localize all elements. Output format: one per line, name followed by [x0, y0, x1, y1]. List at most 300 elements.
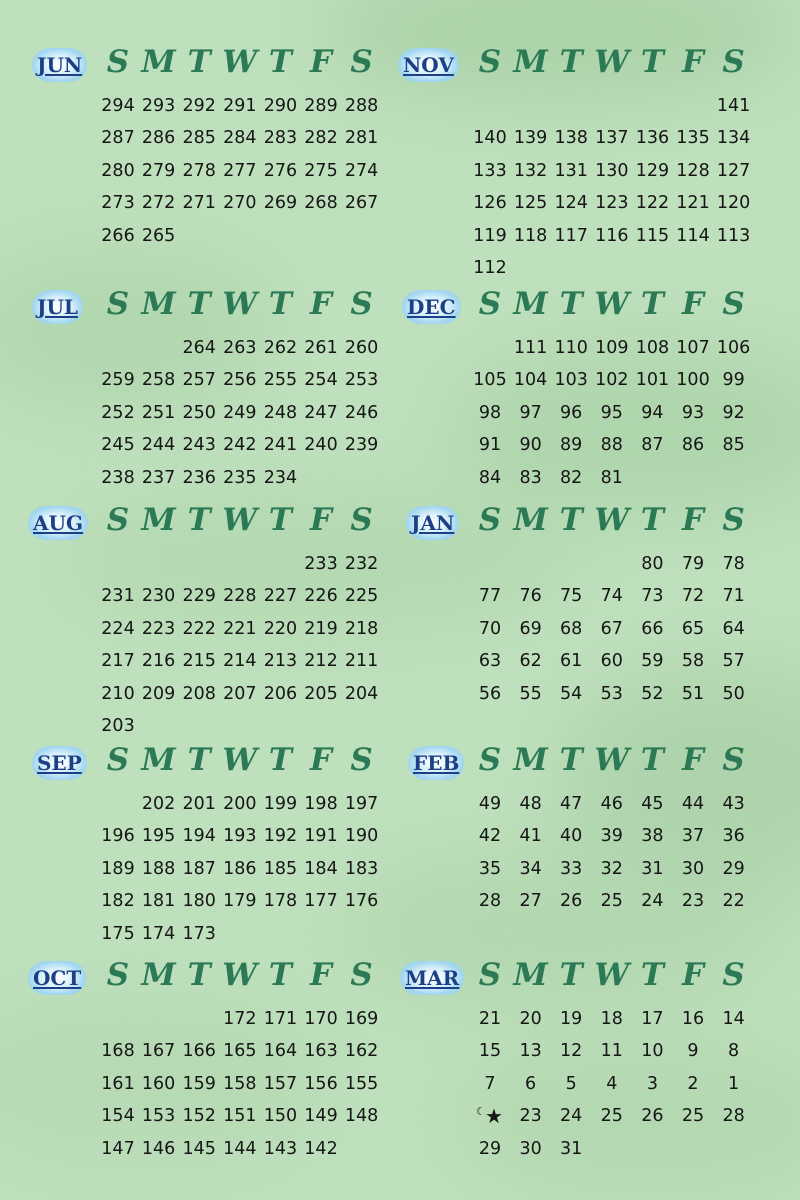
day-number: 38 — [641, 826, 664, 847]
day-number: 24 — [641, 891, 664, 912]
day-number: 194 — [182, 826, 216, 847]
day-number: 200 — [223, 794, 257, 814]
day-number: 144 — [223, 1138, 257, 1159]
weekday-letter: W — [594, 44, 630, 80]
day-number: 95 — [600, 402, 623, 423]
day-number: 165 — [223, 1041, 257, 1062]
day-number: 187 — [182, 858, 216, 879]
day-number: 20 — [519, 1009, 542, 1029]
day-number: 235 — [223, 467, 257, 488]
weekday-letter: M — [513, 957, 548, 993]
day-number: 121 — [676, 193, 710, 214]
day-number: 274 — [344, 160, 379, 181]
day-number: 93 — [681, 402, 705, 423]
day-number: 193 — [223, 826, 257, 847]
weekday-letter: T — [268, 742, 292, 778]
weekday-letter: M — [141, 742, 176, 778]
weekday-letter: T — [640, 742, 664, 778]
day-number: 113 — [716, 225, 751, 246]
day-number: 35 — [478, 858, 502, 879]
day-number: 259 — [101, 370, 135, 391]
day-number: 262 — [263, 338, 298, 358]
day-number: 210 — [101, 683, 135, 704]
weekday-letter: S — [350, 742, 373, 778]
day-number: 41 — [519, 826, 542, 847]
day-number: 154 — [101, 1106, 135, 1127]
weekday-letter: W — [222, 286, 258, 322]
day-number: 120 — [716, 193, 751, 214]
day-number: 177 — [304, 891, 338, 912]
weekday-letter: T — [187, 742, 211, 778]
day-number: 289 — [304, 96, 338, 116]
weekday-letter: S — [722, 502, 745, 538]
day-number: 12 — [560, 1041, 583, 1062]
day-number: 278 — [182, 160, 216, 181]
day-number: 241 — [263, 435, 298, 456]
day-number: 291 — [223, 96, 257, 116]
day-number: 109 — [595, 338, 629, 358]
weekday-letter: F — [309, 957, 332, 993]
day-number: 33 — [560, 858, 583, 879]
day-number: 147 — [101, 1138, 135, 1159]
weekday-letter: F — [681, 502, 704, 538]
weekday-letter: T — [187, 957, 211, 993]
day-number: 250 — [182, 402, 216, 423]
month-label: DEC — [402, 290, 461, 324]
day-number: 62 — [519, 651, 542, 672]
day-number: 207 — [223, 683, 257, 704]
weekday-letter: S — [350, 44, 373, 80]
day-number: 254 — [304, 370, 338, 391]
day-number: 146 — [141, 1138, 176, 1159]
day-number: 106 — [716, 338, 751, 358]
day-number: 175 — [101, 923, 135, 944]
day-number: 6 — [525, 1073, 537, 1094]
day-number: 51 — [681, 683, 705, 704]
weekday-letter: T — [268, 957, 292, 993]
day-number: 206 — [263, 683, 298, 704]
day-number: 5 — [565, 1073, 577, 1094]
day-number: 216 — [141, 651, 176, 672]
day-number: 212 — [304, 651, 338, 672]
weekday-letter: M — [141, 502, 176, 538]
day-number: 58 — [681, 651, 705, 672]
day-number: 122 — [635, 193, 670, 214]
day-number: 141 — [716, 96, 751, 116]
day-number: 182 — [101, 891, 135, 912]
weekday-letter: F — [309, 742, 332, 778]
day-number: 9 — [687, 1041, 699, 1062]
weekday-letter: F — [681, 957, 704, 993]
day-number: 255 — [263, 370, 298, 391]
day-number: 213 — [263, 651, 298, 672]
weekday-letter: T — [640, 957, 664, 993]
day-number: 184 — [304, 858, 338, 879]
weekday-letter: T — [559, 502, 583, 538]
weekday-letter: W — [222, 502, 258, 538]
day-number: 10 — [641, 1041, 664, 1062]
day-number: 196 — [101, 826, 135, 847]
weekday-letter: T — [268, 44, 292, 80]
day-number: 28 — [478, 891, 502, 912]
day-number: 174 — [141, 923, 176, 944]
day-number: 54 — [560, 683, 583, 704]
day-number: 166 — [182, 1041, 216, 1062]
day-number: 25 — [681, 1106, 705, 1127]
weekday-letter: S — [478, 44, 502, 80]
day-number: 231 — [101, 586, 135, 607]
day-number: 128 — [676, 160, 710, 181]
day-number: 153 — [141, 1106, 176, 1127]
day-number: 188 — [141, 858, 176, 879]
day-number: 201 — [182, 794, 216, 814]
day-number: 181 — [141, 891, 176, 912]
day-number: 217 — [101, 651, 135, 672]
day-number: 228 — [223, 586, 257, 607]
day-number: 218 — [344, 618, 379, 639]
weekday-letter: S — [478, 742, 502, 778]
day-number: 60 — [600, 651, 623, 672]
weekday-letter: S — [106, 44, 130, 80]
day-number: 190 — [344, 826, 379, 847]
month-label: NOV — [398, 48, 459, 82]
day-number: 89 — [560, 435, 583, 456]
day-number: 173 — [182, 923, 216, 944]
day-number: 275 — [304, 160, 338, 181]
month-label: JUN — [32, 48, 87, 82]
day-number: 261 — [304, 338, 338, 358]
day-number: 65 — [681, 618, 705, 639]
day-number: 152 — [182, 1106, 216, 1127]
weekday-letter: T — [268, 502, 292, 538]
day-number: 18 — [600, 1009, 623, 1029]
day-number: 285 — [182, 128, 216, 149]
day-number: 85 — [722, 435, 745, 456]
day-number: 270 — [223, 193, 257, 214]
day-number: 104 — [513, 370, 548, 391]
day-number: 92 — [722, 402, 745, 423]
day-number: 245 — [101, 435, 135, 456]
day-number: 161 — [101, 1073, 135, 1094]
day-number: 186 — [223, 858, 257, 879]
day-number: 249 — [223, 402, 257, 423]
day-number: 178 — [263, 891, 298, 912]
day-number: 271 — [182, 193, 216, 214]
day-number: 74 — [600, 586, 623, 607]
day-number: 107 — [676, 338, 710, 358]
day-number: 26 — [560, 891, 583, 912]
day-number: 3 — [646, 1073, 658, 1094]
day-number: 157 — [263, 1073, 298, 1094]
day-number: 247 — [304, 402, 338, 423]
weekday-letter: W — [594, 286, 630, 322]
day-number: 180 — [182, 891, 216, 912]
day-number: 258 — [141, 370, 176, 391]
day-number: 43 — [722, 794, 745, 814]
day-number: 143 — [263, 1138, 298, 1159]
day-number: 211 — [344, 651, 379, 672]
weekday-letter: S — [722, 957, 745, 993]
day-number: 7 — [484, 1073, 496, 1094]
day-number: 183 — [344, 858, 379, 879]
day-number: 230 — [141, 586, 176, 607]
weekday-letter: F — [309, 286, 332, 322]
day-number: 53 — [600, 683, 623, 704]
weekday-letter: T — [187, 502, 211, 538]
day-number: 209 — [141, 683, 176, 704]
day-number: 19 — [560, 1009, 583, 1029]
day-number: 36 — [722, 826, 745, 847]
day-number: 119 — [473, 225, 507, 246]
day-number: 280 — [101, 160, 135, 181]
day-number: 176 — [344, 891, 379, 912]
day-number: 34 — [519, 858, 542, 879]
day-number: 63 — [478, 651, 502, 672]
star-icon: ★ — [485, 1104, 503, 1129]
day-number: 130 — [595, 160, 629, 181]
day-number: 110 — [554, 338, 588, 358]
day-number: 52 — [641, 683, 664, 704]
day-number: 172 — [223, 1009, 257, 1029]
day-number: 44 — [681, 794, 705, 814]
day-number: 197 — [344, 794, 379, 814]
day-number: 73 — [641, 586, 664, 607]
day-number: 112 — [473, 258, 507, 278]
day-number: 29 — [722, 858, 745, 879]
day-number: 132 — [513, 160, 548, 181]
day-number: 292 — [182, 96, 216, 116]
day-number: 32 — [600, 858, 623, 879]
day-number: 214 — [223, 651, 257, 672]
day-number: 82 — [560, 467, 583, 488]
month-label: JAN — [406, 506, 459, 540]
day-number: 99 — [722, 370, 745, 391]
day-number: 246 — [344, 402, 379, 423]
day-number: 25 — [600, 891, 623, 912]
weekday-letter: S — [722, 742, 745, 778]
weekday-letter: S — [106, 502, 130, 538]
day-number: 84 — [478, 467, 502, 488]
day-number: 145 — [182, 1138, 216, 1159]
day-number: 142 — [304, 1138, 338, 1159]
day-number: 281 — [344, 128, 379, 149]
day-number: 83 — [519, 467, 542, 488]
day-number: 117 — [554, 225, 588, 246]
day-number: 192 — [263, 826, 298, 847]
day-number: 282 — [304, 128, 338, 149]
day-number: 149 — [304, 1106, 338, 1127]
weekday-letter: S — [350, 286, 373, 322]
weekday-letter: T — [559, 286, 583, 322]
day-number: 138 — [554, 128, 588, 149]
weekday-letter: M — [513, 742, 548, 778]
month-label: SEP — [32, 746, 87, 780]
day-number: 31 — [560, 1138, 583, 1159]
day-number: 50 — [722, 683, 745, 704]
day-number: 23 — [519, 1106, 542, 1127]
day-number: 156 — [304, 1073, 338, 1094]
day-number: 47 — [560, 794, 583, 814]
day-number: 116 — [595, 225, 629, 246]
day-number: 185 — [263, 858, 298, 879]
day-number: 102 — [595, 370, 629, 391]
day-number: 127 — [716, 160, 751, 181]
day-number: 240 — [304, 435, 338, 456]
day-number: 162 — [344, 1041, 379, 1062]
day-number: 276 — [263, 160, 298, 181]
day-number: 124 — [554, 193, 588, 214]
weekday-letter: T — [187, 44, 211, 80]
day-number: 189 — [101, 858, 135, 879]
weekday-letter: F — [681, 742, 704, 778]
weekday-letter: T — [559, 957, 583, 993]
day-number: 243 — [182, 435, 216, 456]
day-number: 294 — [101, 96, 135, 116]
day-number: 46 — [600, 794, 623, 814]
day-number: 59 — [641, 651, 664, 672]
day-number: 126 — [473, 193, 507, 214]
day-number: 80 — [641, 554, 664, 574]
day-number: 199 — [263, 794, 298, 814]
day-number: 97 — [519, 402, 542, 423]
weekday-letter: S — [478, 286, 502, 322]
day-number: 31 — [641, 858, 664, 879]
day-number: 239 — [344, 435, 379, 456]
day-number: 40 — [560, 826, 583, 847]
day-number: 260 — [344, 338, 379, 358]
weekday-letter: S — [350, 502, 373, 538]
weekday-letter: M — [513, 502, 548, 538]
day-number: 148 — [344, 1106, 379, 1127]
day-number: 140 — [473, 128, 507, 149]
day-number: 8 — [728, 1041, 740, 1062]
day-number: 287 — [101, 128, 135, 149]
day-number: 29 — [478, 1138, 502, 1159]
day-number: 225 — [344, 586, 379, 607]
day-number: 167 — [141, 1041, 176, 1062]
day-number: 135 — [676, 128, 710, 149]
day-number: 226 — [304, 586, 338, 607]
moon-icon: ☾ — [476, 1105, 486, 1119]
day-number: 86 — [681, 435, 705, 456]
day-number: 158 — [223, 1073, 257, 1094]
day-number: 96 — [560, 402, 583, 423]
weekday-letter: S — [478, 502, 502, 538]
day-number: 269 — [263, 193, 298, 214]
day-number: 71 — [722, 586, 745, 607]
month-label: FEB — [408, 746, 464, 780]
day-number: 265 — [141, 225, 176, 246]
day-number: 237 — [141, 467, 176, 488]
day-number: 169 — [344, 1009, 379, 1029]
day-number: 284 — [223, 128, 257, 149]
day-number: 267 — [344, 193, 379, 214]
day-number: 224 — [101, 618, 135, 639]
star-moon-icon — [470, 1100, 510, 1132]
day-number: 22 — [722, 891, 745, 912]
day-number: 2 — [687, 1073, 699, 1094]
weekday-letter: S — [350, 957, 373, 993]
weekday-letter: S — [106, 286, 130, 322]
day-number: 115 — [635, 225, 670, 246]
day-number: 160 — [141, 1073, 176, 1094]
day-number: 14 — [722, 1009, 745, 1029]
day-number: 233 — [304, 554, 338, 574]
day-number: 202 — [141, 794, 176, 814]
day-number: 87 — [641, 435, 664, 456]
day-number: 100 — [676, 370, 710, 391]
day-number: 248 — [263, 402, 298, 423]
weekday-letter: M — [513, 286, 548, 322]
weekday-letter: T — [640, 44, 664, 80]
day-number: 111 — [513, 338, 548, 358]
month-label: MAR — [400, 961, 464, 995]
day-number: 45 — [641, 794, 664, 814]
day-number: 48 — [519, 794, 542, 814]
weekday-letter: T — [559, 742, 583, 778]
day-number: 263 — [223, 338, 257, 358]
day-number: 49 — [478, 794, 502, 814]
day-number: 4 — [606, 1073, 618, 1094]
day-number: 229 — [182, 586, 216, 607]
month-label: OCT — [28, 961, 86, 995]
day-number: 42 — [478, 826, 502, 847]
day-number: 222 — [182, 618, 216, 639]
day-number: 16 — [681, 1009, 705, 1029]
day-number: 251 — [141, 402, 176, 423]
day-number: 253 — [344, 370, 379, 391]
day-number: 288 — [344, 96, 379, 116]
weekday-letter: S — [106, 742, 130, 778]
month-label: JUL — [32, 290, 83, 324]
weekday-letter: F — [309, 502, 332, 538]
day-number: 164 — [263, 1041, 298, 1062]
day-number: 266 — [101, 225, 135, 246]
day-number: 232 — [344, 554, 379, 574]
day-number: 94 — [641, 402, 664, 423]
day-number: 24 — [560, 1106, 583, 1127]
day-number: 78 — [722, 554, 745, 574]
day-number: 17 — [641, 1009, 664, 1029]
day-number: 277 — [223, 160, 257, 181]
weekday-letter: M — [141, 957, 176, 993]
day-number: 290 — [263, 96, 298, 116]
weekday-letter: T — [640, 286, 664, 322]
weekday-letter: S — [106, 957, 130, 993]
day-number: 114 — [676, 225, 710, 246]
day-number: 79 — [681, 554, 705, 574]
day-number: 215 — [182, 651, 216, 672]
day-number: 256 — [223, 370, 257, 391]
day-number: 234 — [263, 467, 298, 488]
day-number: 150 — [263, 1106, 298, 1127]
day-number: 159 — [182, 1073, 216, 1094]
day-number: 91 — [478, 435, 502, 456]
day-number: 279 — [141, 160, 176, 181]
weekday-letter: S — [722, 44, 745, 80]
day-number: 70 — [478, 618, 502, 639]
day-number: 28 — [722, 1106, 745, 1127]
day-number: 11 — [600, 1041, 623, 1062]
day-number: 108 — [635, 338, 670, 358]
weekday-letter: S — [478, 957, 502, 993]
day-number: 191 — [304, 826, 338, 847]
day-number: 81 — [600, 467, 623, 488]
weekday-letter: W — [222, 957, 258, 993]
day-number: 204 — [344, 683, 379, 704]
day-number: 67 — [600, 618, 623, 639]
day-number: 37 — [681, 826, 705, 847]
